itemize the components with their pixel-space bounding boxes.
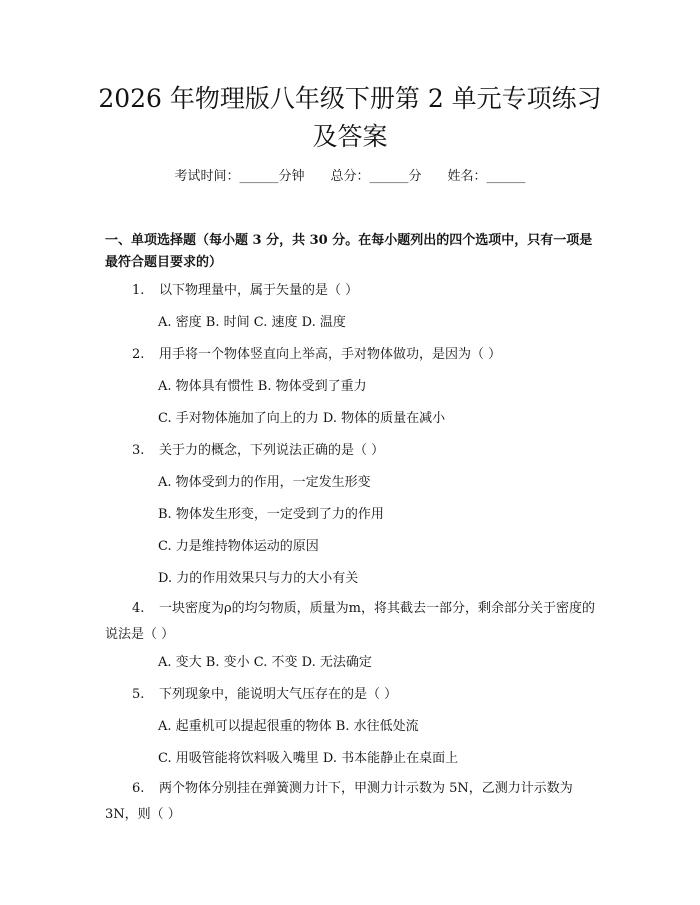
question-5 <box>132 686 397 704</box>
question-3-option-c: C. 力是维持物体运动的原因 <box>158 539 319 554</box>
question-number: 1. <box>132 283 145 298</box>
question-text: 关于力的概念，下列说法正确的是（ ） <box>159 443 385 458</box>
question-2-options-row-2: C. 手对物体施加了向上的力 D. 物体的质量在减小 <box>158 411 446 426</box>
question-2-options-row-1: A. 物体具有惯性 B. 物体受到了重力 <box>158 379 367 394</box>
question-3-option-a: A. 物体受到力的作用，一定发生形变 <box>158 475 371 490</box>
page-title-continuation: 及答案 <box>312 122 388 151</box>
question-3 <box>132 442 384 460</box>
question-4 <box>105 596 605 648</box>
section-heading-single-choice: 一、单项选择题（每小题 3 分，共 30 分。在每小题列出的四个选项中，只有一项是最符合题目要求的） <box>105 233 593 270</box>
student-name-field: 姓名：______ <box>447 169 526 184</box>
question-1 <box>132 282 358 300</box>
exam-info <box>0 168 700 186</box>
question-6 <box>105 776 605 828</box>
question-text: 以下物理量中，属于矢量的是（ ） <box>159 283 359 298</box>
question-3-option-d: D. 力的作用效果只与力的大小有关 <box>158 571 359 586</box>
question-number: 6. <box>132 781 145 796</box>
question-text: 用手将一个物体竖直向上举高，手对物体做功，是因为（ ） <box>159 347 502 362</box>
question-1-options: A. 密度 B. 时间 C. 速度 D. 温度 <box>158 315 346 330</box>
question-number: 4. <box>132 601 145 616</box>
exam-time-field: 考试时间：______分钟 <box>174 169 305 184</box>
question-5-options-row-1: A. 起重机可以提起很重的物体 B. 水往低处流 <box>158 719 419 734</box>
total-score-field: 总分：______分 <box>330 169 422 184</box>
question-text: 下列现象中，能说明大气压存在的是（ ） <box>159 687 398 702</box>
question-3-option-b: B. 物体发生形变，一定受到了力的作用 <box>158 507 384 522</box>
question-number: 2. <box>132 347 145 362</box>
question-text: 一块密度为ρ的均匀物质，质量为m，将其截去一部分，剩余部分关于密度的说法是（ ） <box>105 601 595 642</box>
question-4-options: A. 变大 B. 变小 C. 不变 D. 无法确定 <box>158 655 372 670</box>
question-5-options-row-2: C. 用吸管能将饮料吸入嘴里 D. 书本能静止在桌面上 <box>158 751 459 766</box>
question-number: 5. <box>132 687 145 702</box>
question-text: 两个物体分别挂在弹簧测力计下，甲测力计示数为 5N，乙测力计示数为 3N，则（ ） <box>105 781 573 822</box>
page-title: 2026 年物理版八年级下册第 2 单元专项练习 <box>98 84 602 113</box>
question-number: 3. <box>132 443 145 458</box>
question-2 <box>132 346 501 364</box>
